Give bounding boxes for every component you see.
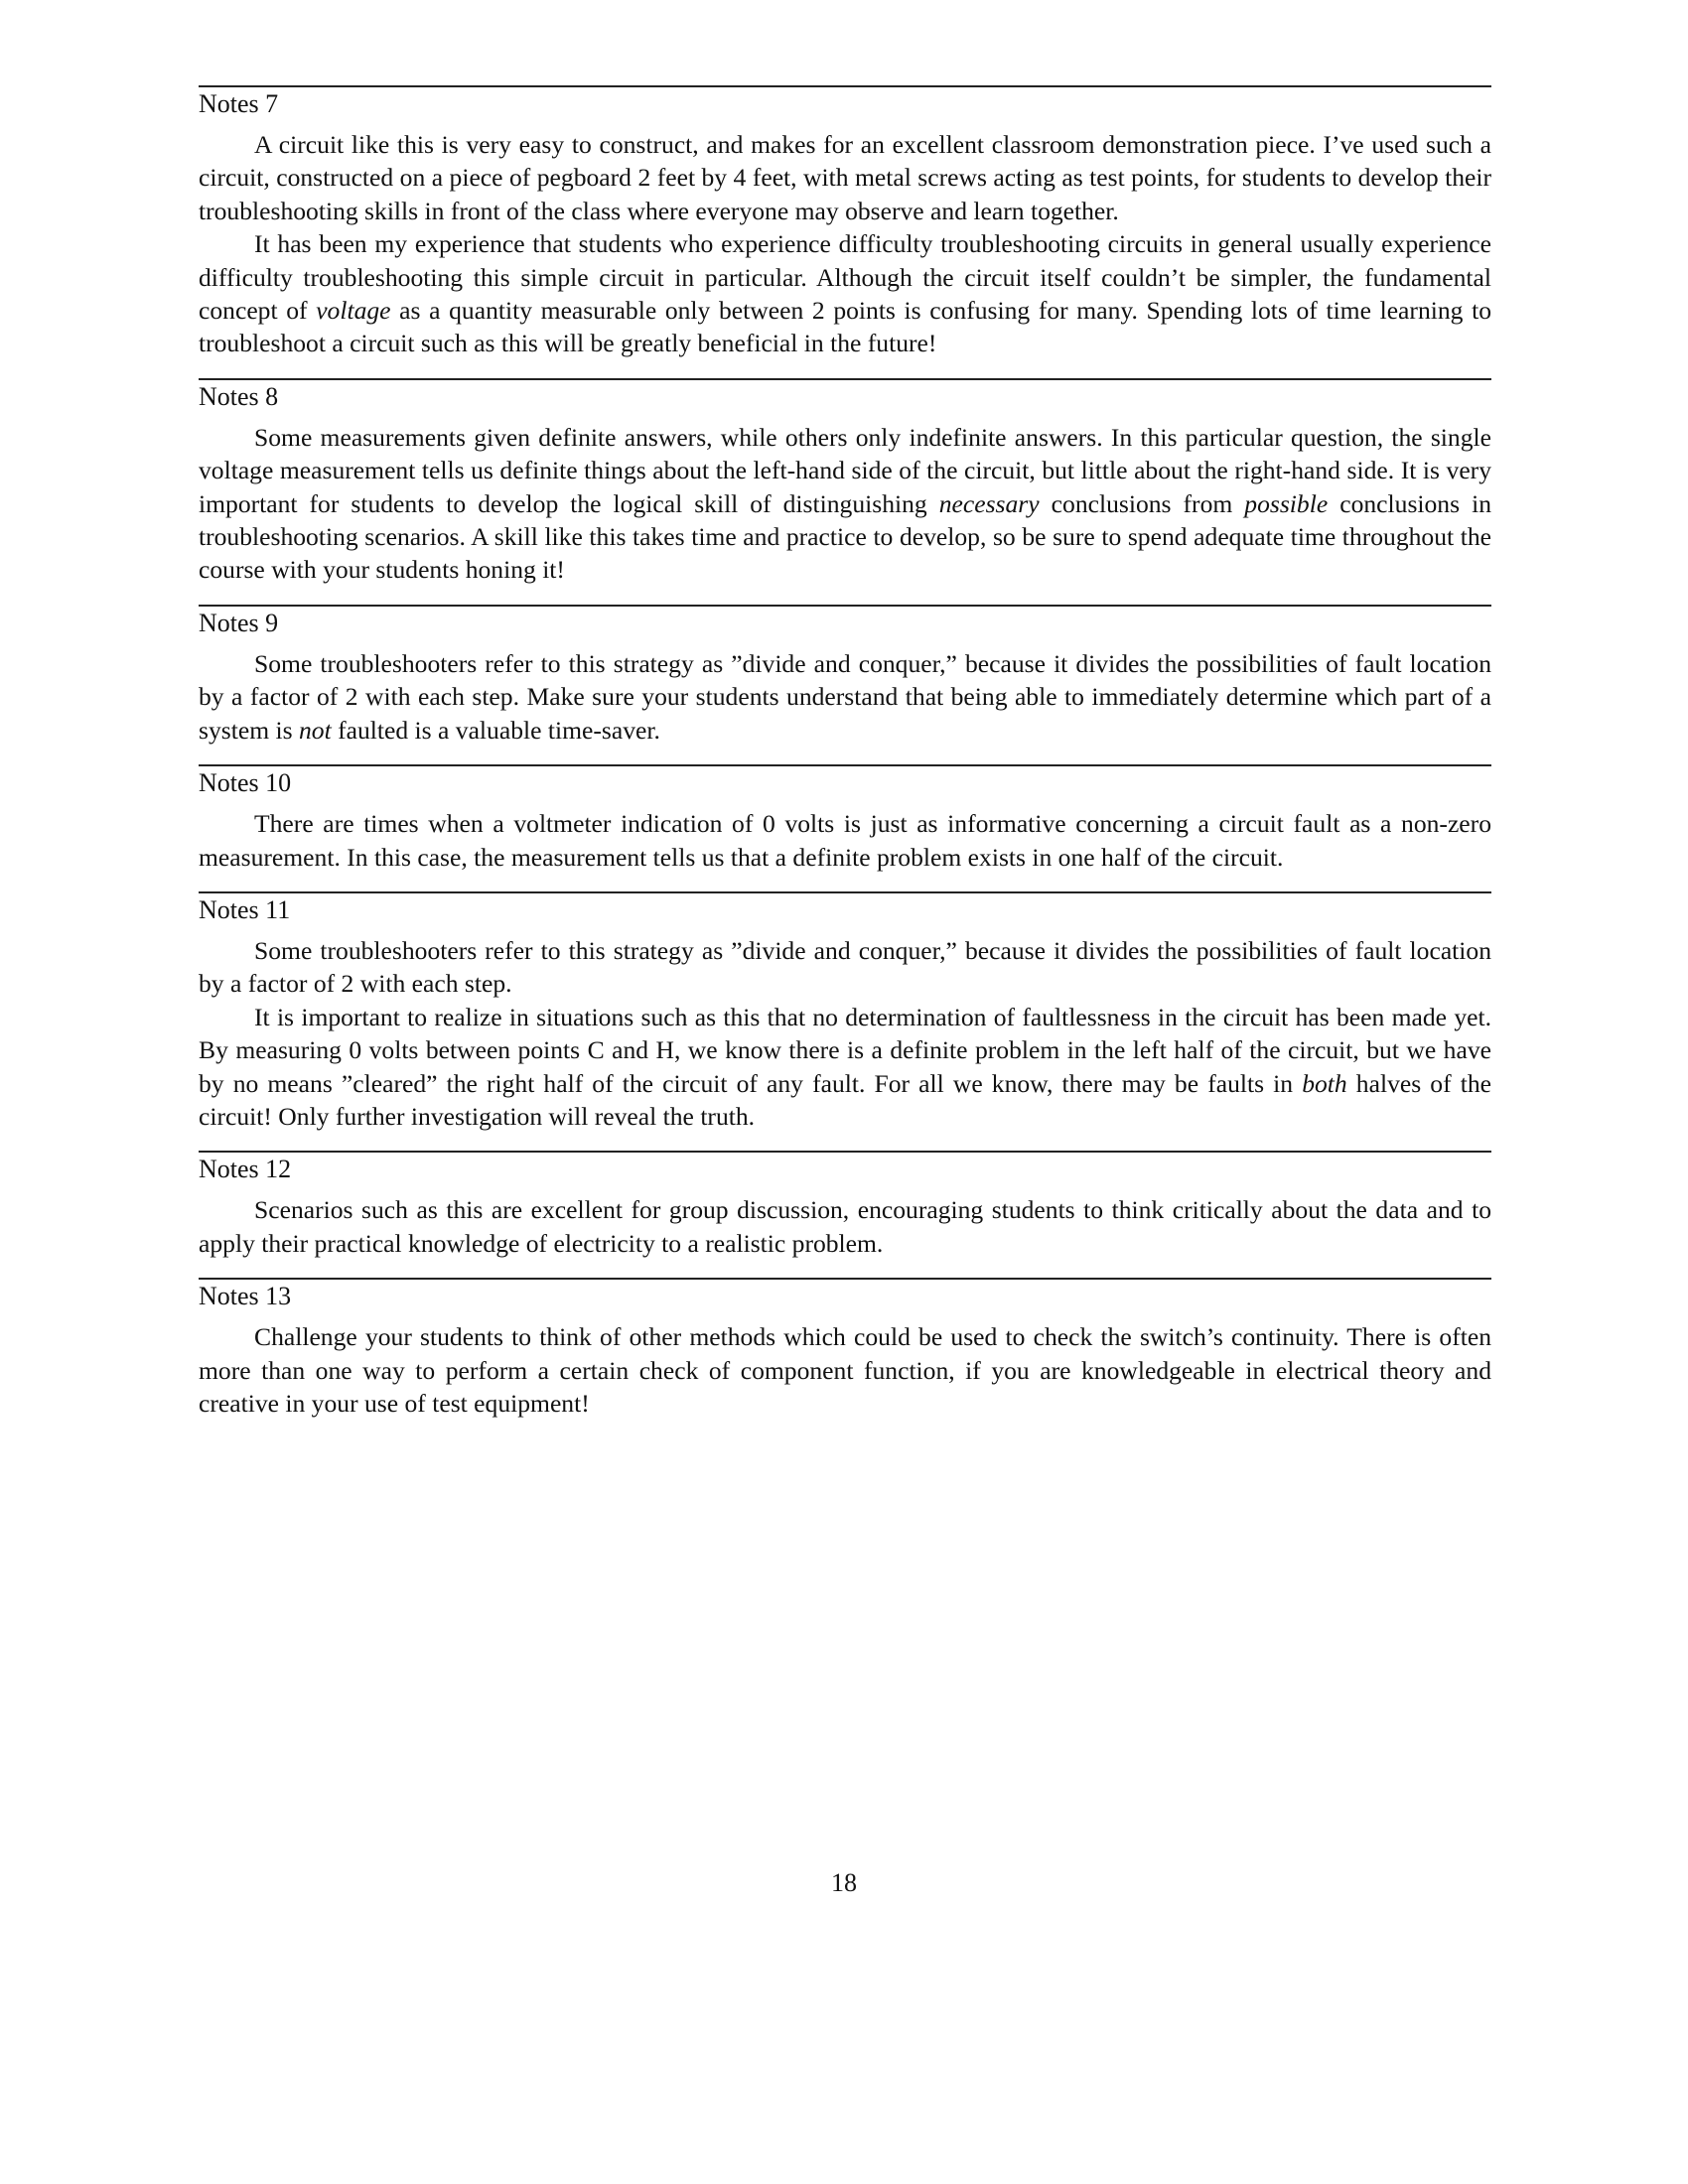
text-run: There are times when a voltmeter indication of 0 volts is just as informative concerning a circuit fault as a non-zero measurement. In this case, the measurement tells us that a definite problem exists in one half of the circuit. xyxy=(199,809,1491,872)
text-run: Some troubleshooters refer to this strategy as ”divide and conquer,” because it divides the possibilities of fault location by a factor of 2 with each step. xyxy=(199,935,1491,999)
note-paragraph xyxy=(199,1001,1491,1134)
note-paragraph xyxy=(199,128,1491,227)
emphasized-text: voltage xyxy=(316,296,391,326)
emphasized-text: not xyxy=(298,715,332,745)
note-paragraph xyxy=(199,421,1491,587)
note-section xyxy=(199,378,1491,587)
note-paragraph xyxy=(199,1193,1491,1260)
note-body xyxy=(199,1193,1491,1260)
note-body xyxy=(199,934,1491,1133)
note-title: Notes 11 xyxy=(199,894,291,924)
text-run: as a quantity measurable only between 2 points is confusing for many. Spending lots of time learning to troubleshoot a circuit such as this will be greatly beneficial in the future! xyxy=(199,296,1491,358)
note-section xyxy=(199,764,1491,874)
note-title: Notes 10 xyxy=(199,768,292,798)
text-run: Some measurements given definite answers, while others only indefinite answers. In this particular question, the single voltage measurement tells us definite things about the left-hand side of the circuit, but little about the right-hand side. It is very important for students to develop the logical skill of distinguishing xyxy=(199,422,1491,518)
text-run: Challenge your students to think of other methods which could be used to check the switch’s continuity. There is often more than one way to perform a certain check of component function, if you are knowledgeable in electrical theory and creative in your use of test equipment! xyxy=(199,1322,1491,1418)
note-title: Notes 9 xyxy=(199,608,279,637)
note-body xyxy=(199,807,1491,874)
emphasized-text: both xyxy=(1302,1068,1347,1098)
note-paragraph xyxy=(199,1320,1491,1420)
text-run: It is important to realize in situations such as this that no determination of faultlessness in the circuit has been made yet. By measuring 0 volts between points C and H, we know there is a definite problem in the left half of the circuit, but we have by no means ”cleared” the right half of the circuit of any fault. For all we know, there may be faults in xyxy=(199,1002,1491,1098)
text-run: conclusions in troubleshooting scenarios. A skill like this takes time and practice to develop, so be sure to spend adequate time throughout the course with your students honing it! xyxy=(199,488,1491,585)
text-run: A circuit like this is very easy to construct, and makes for an excellent classroom demonstration piece. I’ve used such a circuit, constructed on a piece of pegboard 2 feet by 4 feet, with metal screws acting as test points, for students to develop their troubleshooting skills in front of the class where everyone may observe and learn together. xyxy=(199,130,1491,225)
note-paragraph xyxy=(199,647,1491,747)
note-body xyxy=(199,1320,1491,1420)
note-title: Notes 7 xyxy=(199,89,279,118)
note-body xyxy=(199,128,1491,360)
notes-content xyxy=(199,85,1491,1437)
note-section xyxy=(199,605,1491,747)
note-title: Notes 13 xyxy=(199,1282,292,1311)
note-paragraph xyxy=(199,934,1491,1001)
text-run: conclusions from xyxy=(1039,488,1245,518)
note-section xyxy=(199,1151,1491,1260)
emphasized-text: possible xyxy=(1244,488,1329,518)
note-title: Notes 12 xyxy=(199,1155,292,1184)
note-section xyxy=(199,85,1491,360)
text-run: Some troubleshooters refer to this strategy as ”divide and conquer,” because it divides the possibilities of fault location by a factor of 2 with each step. Make sure your students understand that being able to immediately determine which part of a system is xyxy=(199,648,1491,745)
text-run: faulted is a valuable time-saver. xyxy=(331,715,660,745)
note-paragraph xyxy=(199,807,1491,874)
note-title: Notes 8 xyxy=(199,381,279,411)
note-section xyxy=(199,891,1491,1133)
text-run: Scenarios such as this are excellent for group discussion, encouraging students to think critically about the data and to apply their practical knowledge of electricity to a realistic problem. xyxy=(199,1195,1491,1258)
note-body xyxy=(199,421,1491,587)
text-run: halves of the circuit! Only further investigation will reveal the truth. xyxy=(199,1068,1491,1131)
note-body xyxy=(199,647,1491,747)
text-run: It has been my experience that students who experience difficulty troubleshooting circuits in general usually experience difficulty troubleshooting this simple circuit in particular. Although the circuit itself couldn’t be simpler, the fundamental concept of xyxy=(199,229,1491,326)
note-paragraph xyxy=(199,227,1491,360)
emphasized-text: necessary xyxy=(938,488,1040,518)
note-section xyxy=(199,1278,1491,1420)
page-number: 18 xyxy=(831,1868,857,1897)
